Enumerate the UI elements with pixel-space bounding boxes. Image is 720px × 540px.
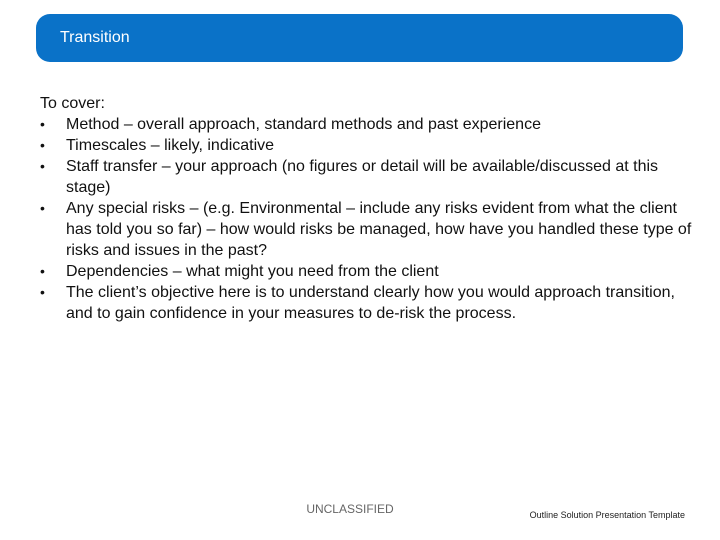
bullet-icon: • — [40, 158, 45, 174]
bullet-item — [40, 114, 705, 135]
slide-body — [40, 93, 705, 324]
bullet-text: Timescales – likely, indicative — [66, 137, 275, 154]
bullet-text: The client’s objective here is to understand clearly how you would approach transition, and to gain confidence in your measures to de-risk the process. — [66, 284, 675, 322]
template-name: Outline Solution Presentation Template — [529, 510, 685, 520]
slide-title: Transition — [60, 29, 130, 46]
bullet-item — [40, 135, 705, 156]
bullet-text: Staff transfer – your approach (no figures or detail will be available/discussed at this stage) — [66, 158, 659, 196]
bullet-text: Method – overall approach, standard methods and past experience — [66, 116, 541, 133]
classification-label: UNCLASSIFIED — [306, 502, 394, 516]
bullet-text: Dependencies – what might you need from the client — [66, 263, 439, 280]
bullet-icon: • — [40, 137, 45, 153]
bullet-list — [40, 114, 705, 324]
bullet-item — [40, 198, 705, 261]
title-banner — [36, 14, 683, 62]
bullet-item — [40, 282, 705, 324]
bullet-icon: • — [40, 116, 45, 132]
intro-text: To cover: — [40, 95, 105, 112]
bullet-item — [40, 156, 705, 198]
bullet-text: Any special risks – (e.g. Environmental – include any risks evident from what the client has told you so far) – how would risks be managed, how have you handled these type of risks and issues in the past? — [66, 200, 692, 259]
bullet-item — [40, 261, 705, 282]
bullet-icon: • — [40, 200, 45, 216]
bullet-icon: • — [40, 263, 45, 279]
bullet-icon: • — [40, 284, 45, 300]
